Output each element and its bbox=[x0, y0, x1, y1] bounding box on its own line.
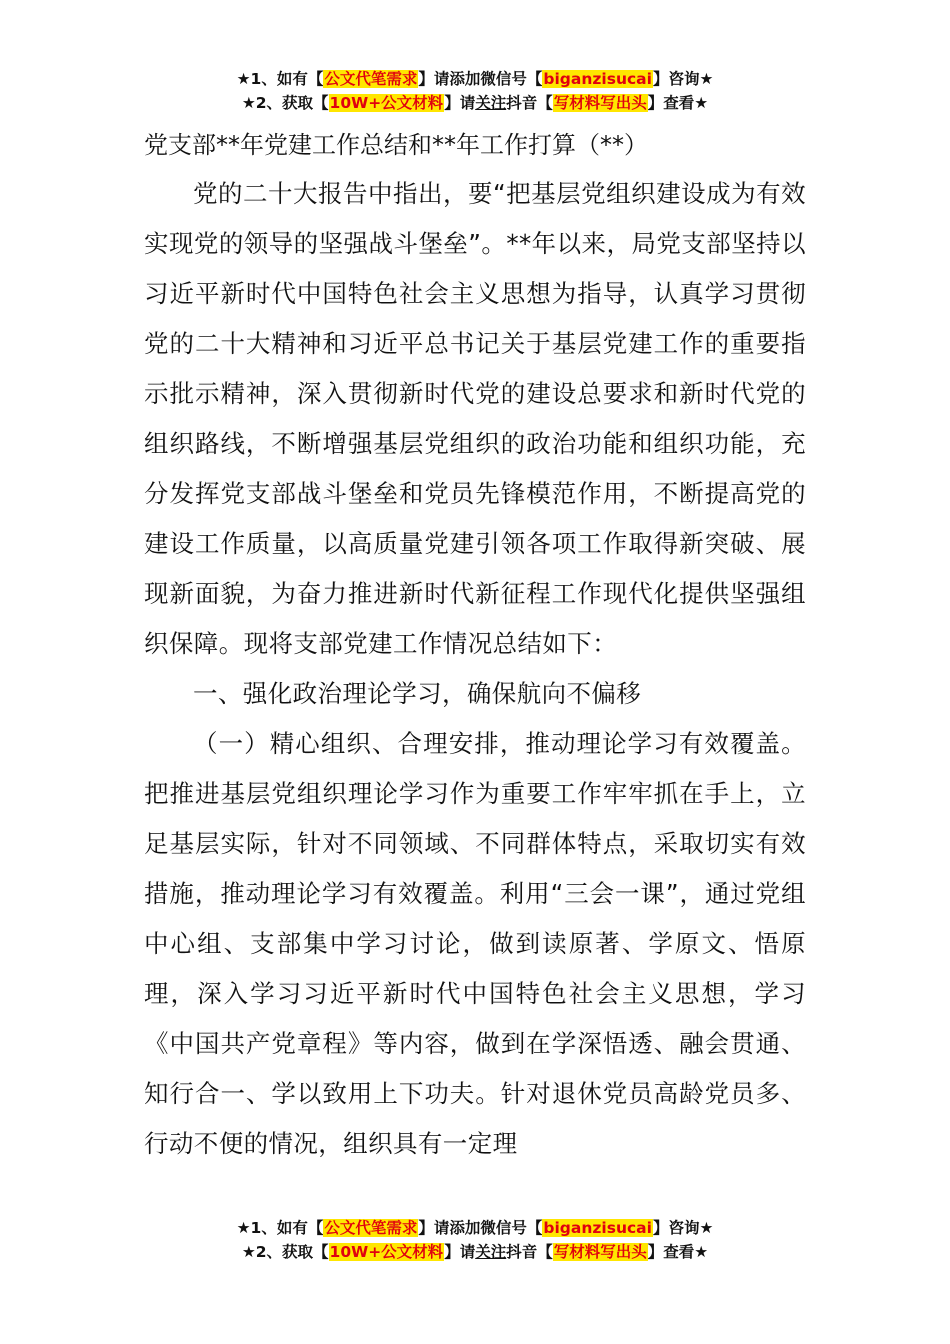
banner-text: 】请添 bbox=[418, 70, 465, 88]
intro-paragraph: 党的二十大报告中指出，要“把基层党组织建设成为有效实现党的领导的坚强战斗堡垒”。**年以来，局党支部坚持以习近平新时代中国特色社会主义思想为指导，认真学习贯彻党的二十大精神和习近平总书记关于基层党建工作的重要指示批示精神，深入贯彻新时代党的建设总要求和新时代党的组织路线，不断增强基层党组织的政治功能和组织功能，充分发挥党支部战斗堡垒和党员先锋模范作用，不断提高党的建设工作质量，以高质量党建引领各项工作取得新突破、展现新面貌，为奋力推进新时代新征程工作现代化提供坚强组织保障。现将支部党建工作情况总结如下： bbox=[144, 179, 806, 658]
banner-highlight: 公文代笔需求 bbox=[324, 1219, 418, 1237]
banner-highlight: 写材料写出头 bbox=[553, 1243, 647, 1261]
banner-line-1 bbox=[0, 67, 950, 91]
section-heading-1: 一、强化政治理论学习，确保航向不偏移 bbox=[193, 679, 642, 708]
banner-highlight: 10W+公文材料 bbox=[329, 1243, 444, 1261]
banner-line-2 bbox=[0, 1240, 950, 1264]
banner-text: 抖音【 bbox=[506, 94, 553, 112]
banner-text: 】查看★ bbox=[647, 94, 709, 112]
banner-highlight: 10W+公文材料 bbox=[329, 94, 444, 112]
banner-line-1 bbox=[0, 1216, 950, 1240]
banner-line-2 bbox=[0, 91, 950, 115]
banner-text: 微信号【 bbox=[480, 70, 543, 88]
banner-text: 微信号【 bbox=[480, 1219, 543, 1237]
banner-text: ★1、如有【 bbox=[236, 1219, 324, 1237]
header-banner bbox=[0, 67, 950, 115]
banner-underlined-text: 关注 bbox=[475, 1243, 507, 1261]
banner-text: 】咨询★ bbox=[652, 70, 714, 88]
banner-text: 加 bbox=[464, 70, 481, 88]
banner-underlined-text: 关注 bbox=[475, 94, 507, 112]
banner-highlight: biganzisucai bbox=[543, 1219, 652, 1237]
document-body bbox=[144, 169, 806, 1169]
footer-banner bbox=[0, 1216, 950, 1264]
banner-text: ★2、获取【 bbox=[241, 1243, 329, 1261]
section-1-paragraph: （一）精心组织、合理安排，推动理论学习有效覆盖。把推进基层党组织理论学习作为重要工作牢牢抓在手上，立足基层实际，针对不同领域、不同群体特点，采取切实有效措施，推动理论学习有效覆盖。利用“三会一课”，通过党组中心组、支部集中学习讨论，做到读原著、学原文、悟原理，深入学习习近平新时代中国特色社会主义思想，学习《中国共产党章程》等内容，做到在学深悟透、融会贯通、知行合一、学以致用上下功夫。针对退休党员高龄党员多、行动不便的情况，组织具有一定理 bbox=[144, 729, 806, 1158]
banner-text: 加 bbox=[464, 1219, 481, 1237]
banner-text: 】请添 bbox=[418, 1219, 465, 1237]
banner-highlight: 写材料写出头 bbox=[553, 94, 647, 112]
banner-text: 抖音【 bbox=[506, 1243, 553, 1261]
banner-highlight: 公文代笔需求 bbox=[324, 70, 418, 88]
banner-highlight: biganzisucai bbox=[543, 70, 652, 88]
banner-text: 】咨询★ bbox=[652, 1219, 714, 1237]
banner-text: 】查看★ bbox=[647, 1243, 709, 1261]
banner-text: ★2、获取【 bbox=[241, 94, 329, 112]
banner-text: 】请 bbox=[444, 94, 476, 112]
document-title: 党支部**年党建工作总结和**年工作打算（**） bbox=[144, 131, 648, 159]
banner-text: 】请 bbox=[444, 1243, 476, 1261]
banner-text: ★1、如有【 bbox=[236, 70, 324, 88]
